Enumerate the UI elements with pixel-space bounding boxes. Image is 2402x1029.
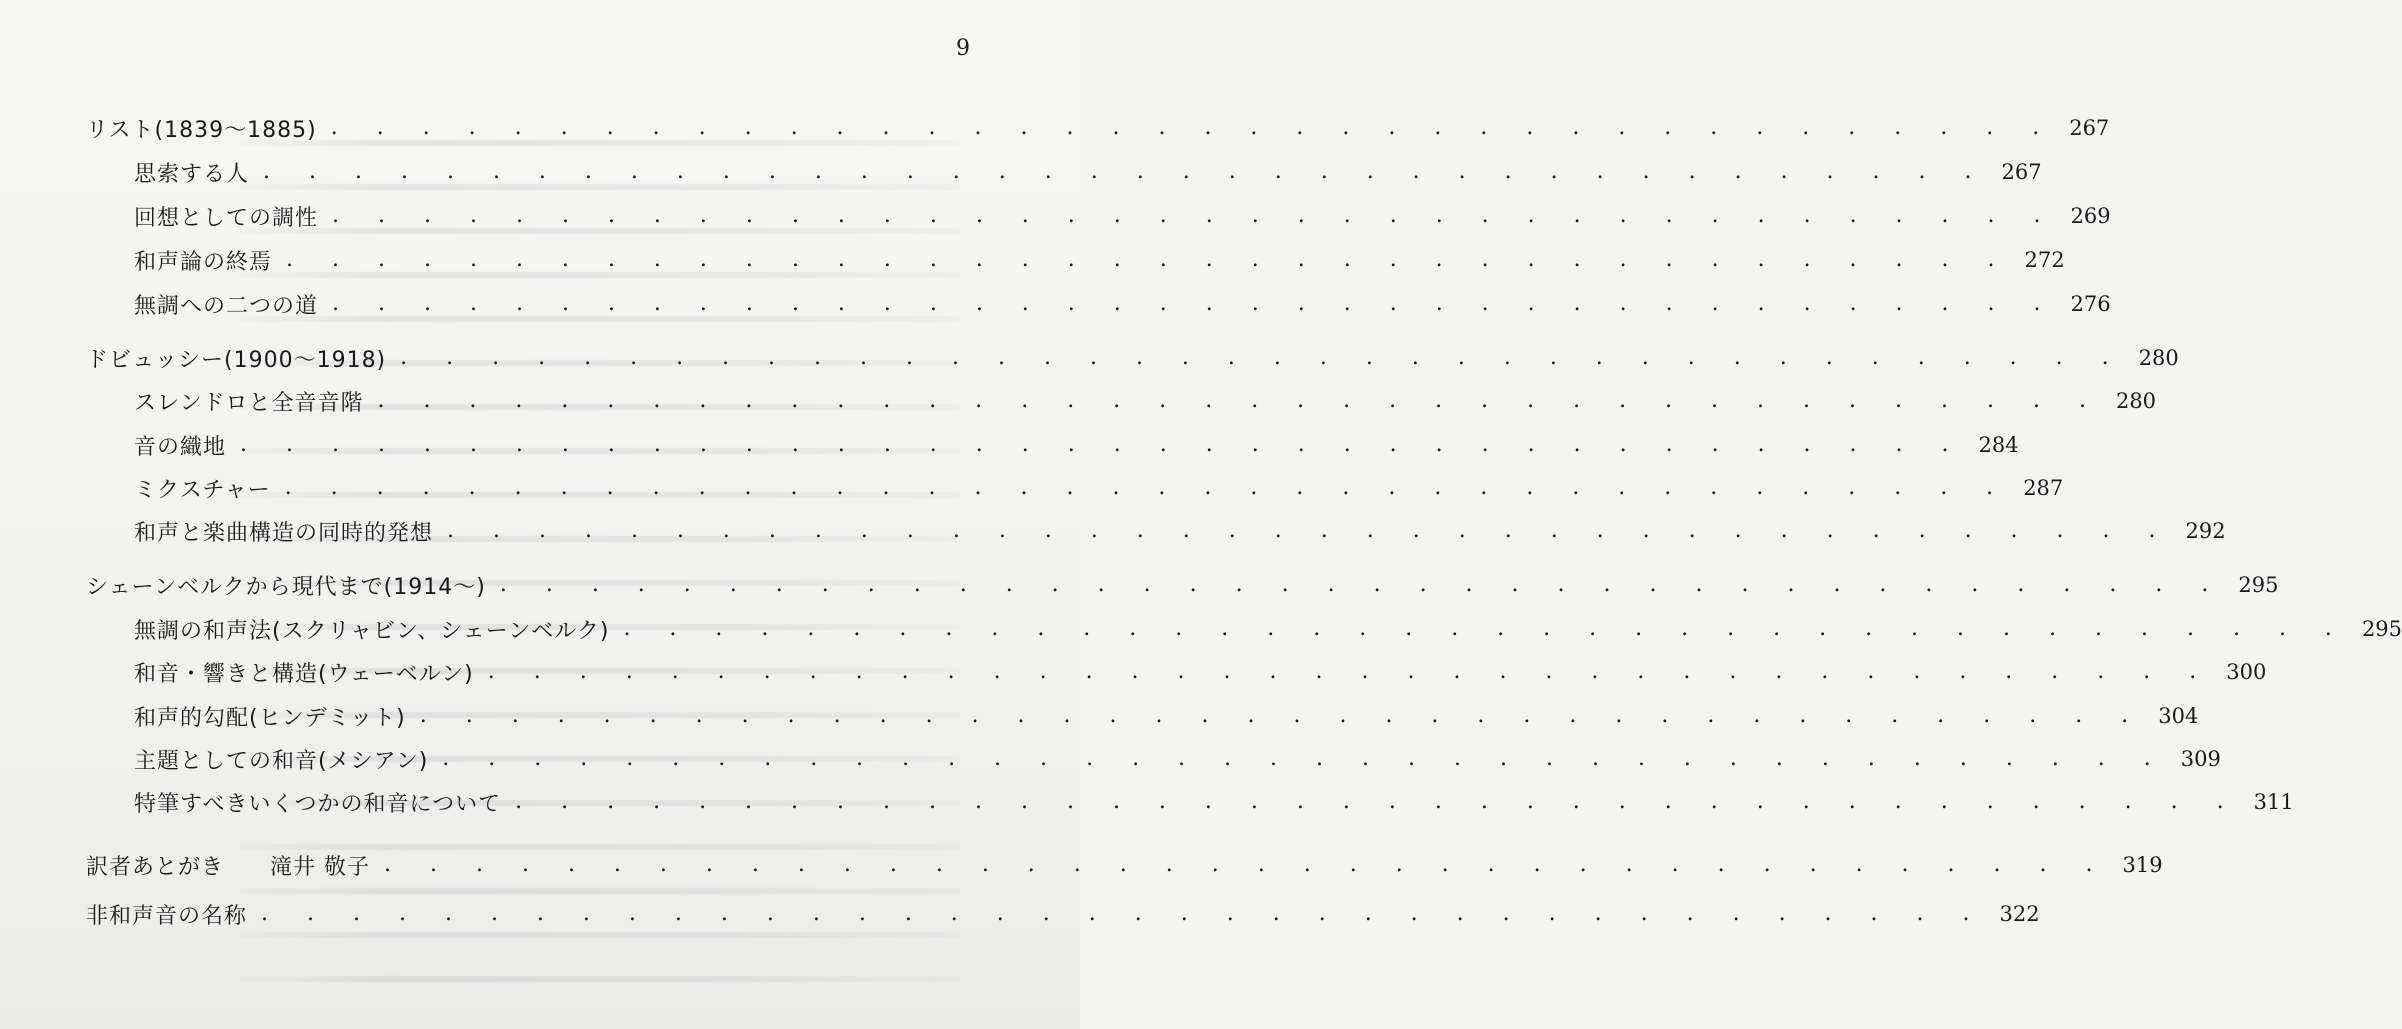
toc-entry-title: ミクスチャー bbox=[134, 477, 271, 503]
toc-entry-title: スレンドロと全音音階 bbox=[134, 390, 364, 416]
toc-entry-page: 287 bbox=[2023, 476, 2064, 500]
leader-dots: . . . . . . . . . . . . . . . . . . . . . . . . . . . . . . . . . . . . . . bbox=[263, 159, 1988, 184]
toc-entry bbox=[0, 696, 2199, 736]
leader-dots: . . . . . . . . . . . . . . . . . . . . . . . . . . . . . . . . . . . . . . bbox=[400, 345, 2125, 370]
toc-entry bbox=[0, 468, 2064, 508]
toc-entry bbox=[0, 284, 2111, 324]
leader-dots: . . . . . . . . . . . . . . . . . . . . . . . . . . . . . . . . . . . . . . bbox=[447, 518, 2172, 543]
toc-entry-page: 280 bbox=[2138, 346, 2179, 370]
toc-entry-title: 和声論の終焉 bbox=[134, 249, 273, 275]
toc-entry bbox=[0, 845, 2163, 885]
toc-entry-page: 276 bbox=[2070, 292, 2111, 316]
toc-entry bbox=[0, 782, 2294, 822]
toc-entry-title: リスト(1839〜1885) bbox=[86, 117, 317, 143]
toc-entry-title: 和声的勾配(ヒンデミット) bbox=[134, 705, 406, 731]
toc-entry-title: ドビュッシー(1900〜1918) bbox=[86, 347, 387, 373]
leader-dots: . . . . . . . . . . . . . . . . . . . . . . . . . . . . . . . . . . . . . . bbox=[419, 703, 2145, 728]
toc-entry-page: 284 bbox=[1978, 433, 2019, 457]
leader-dots: . . . . . . . . . . . . . . . . . . . . . . . . . . . . . . . . . . . . . . bbox=[377, 388, 2102, 413]
toc-entry-page: 292 bbox=[2185, 519, 2226, 543]
toc-entry bbox=[0, 511, 2226, 551]
toc-entry-title: 主題としての和音(メシアン) bbox=[134, 748, 429, 774]
toc-entry bbox=[0, 381, 2157, 421]
toc-entry-page: 319 bbox=[2122, 853, 2163, 877]
toc-entry-title: 音の織地 bbox=[134, 434, 227, 460]
toc-entry-page: 311 bbox=[2253, 790, 2294, 814]
toc-entry bbox=[0, 652, 2267, 692]
toc-entry-title: 特筆すべきいくつかの和音について bbox=[134, 791, 502, 817]
toc-entry bbox=[0, 196, 2111, 236]
toc-entry bbox=[0, 425, 2019, 465]
toc-entry bbox=[0, 240, 2065, 280]
toc-entry bbox=[0, 565, 2279, 605]
leader-dots: . . . . . . . . . . . . . . . . . . . . . . . . . . . . . . . . . . . . . . bbox=[286, 247, 2011, 272]
leader-dots: . . . . . . . . . . . . . . . . . . . . . . . . . . . . . . . . . . . . . . bbox=[384, 852, 2109, 877]
leader-dots: . . . . . . . . . . . . . . . . . . . . . . . . . . . . . . . . . . . . . . bbox=[332, 291, 2057, 316]
toc-entry-page: 269 bbox=[2070, 204, 2111, 228]
leader-dots: . . . . . . . . . . . . . . . . . . . . . . . . . . . . . . . . . . . . . . bbox=[487, 659, 2213, 684]
toc-entry-title: 回想としての調性 bbox=[134, 205, 319, 231]
toc-entry-page: 295 bbox=[2238, 573, 2279, 597]
toc-entry-page: 295 bbox=[2361, 617, 2402, 641]
toc-entry-title: シェーンベルクから現代まで(1914〜) bbox=[86, 574, 486, 600]
toc-entry-title: 非和声音の名称 bbox=[86, 903, 248, 929]
leader-dots: . . . . . . . . . . . . . . . . . . . . . . . . . . . . . . . . . . . . . . bbox=[240, 432, 1965, 457]
page-number: 9 bbox=[956, 36, 970, 61]
toc-entry bbox=[0, 609, 2402, 649]
toc-entry-title: 和声と楽曲構造の同時的発想 bbox=[134, 520, 434, 546]
toc-entry-title: 無調への二つの道 bbox=[134, 293, 319, 319]
leader-dots: . . . . . . . . . . . . . . . . . . . . . . . . . . . . . . . . . . . . . . bbox=[515, 789, 2240, 814]
toc-entry bbox=[0, 108, 2110, 148]
leader-dots: . . . . . . . . . . . . . . . . . . . . . . . . . . . . . . . . . . . . . . bbox=[330, 115, 2056, 140]
toc-entry bbox=[0, 739, 2221, 779]
toc-entry bbox=[0, 894, 2040, 934]
toc-entry bbox=[0, 338, 2179, 378]
toc-entry-title: 和音・響きと構造(ウェーベルン) bbox=[134, 661, 474, 687]
toc-entry-page: 304 bbox=[2158, 704, 2199, 728]
toc-entry-title: 思索する人 bbox=[134, 161, 250, 187]
leader-dots: . . . . . . . . . . . . . . . . . . . . . . . . . . . . . . . . . . . . . . bbox=[261, 901, 1986, 926]
toc-entry bbox=[0, 152, 2042, 192]
toc-entry-title: 訳者あとがき 滝井 敬子 bbox=[86, 854, 370, 880]
leader-dots: . . . . . . . . . . . . . . . . . . . . . . . . . . . . . . . . . . . . . . bbox=[332, 203, 2057, 228]
toc-entry-page: 309 bbox=[2180, 747, 2221, 771]
toc-entry-title: 無調の和声法(スクリャビン、シェーンベルク) bbox=[134, 618, 610, 644]
toc-entry-page: 322 bbox=[1999, 902, 2040, 926]
toc-entry-page: 267 bbox=[2069, 116, 2110, 140]
toc-entry-page: 267 bbox=[2001, 160, 2042, 184]
leader-dots: . . . . . . . . . . . . . . . . . . . . . . . . . . . . . . . . . . . . . . bbox=[623, 616, 2348, 641]
toc-entry-page: 280 bbox=[2115, 389, 2157, 413]
leader-dots: . . . . . . . . . . . . . . . . . . . . . . . . . . . . . . . . . . . . . . bbox=[442, 746, 2167, 771]
leader-dots: . . . . . . . . . . . . . . . . . . . . . . . . . . . . . . . . . . . . . . bbox=[284, 475, 2010, 500]
toc-entry-page: 272 bbox=[2024, 248, 2065, 272]
leader-dots: . . . . . . . . . . . . . . . . . . . . . . . . . . . . . . . . . . . . . . bbox=[499, 572, 2225, 597]
toc-entry-page: 300 bbox=[2226, 660, 2267, 684]
